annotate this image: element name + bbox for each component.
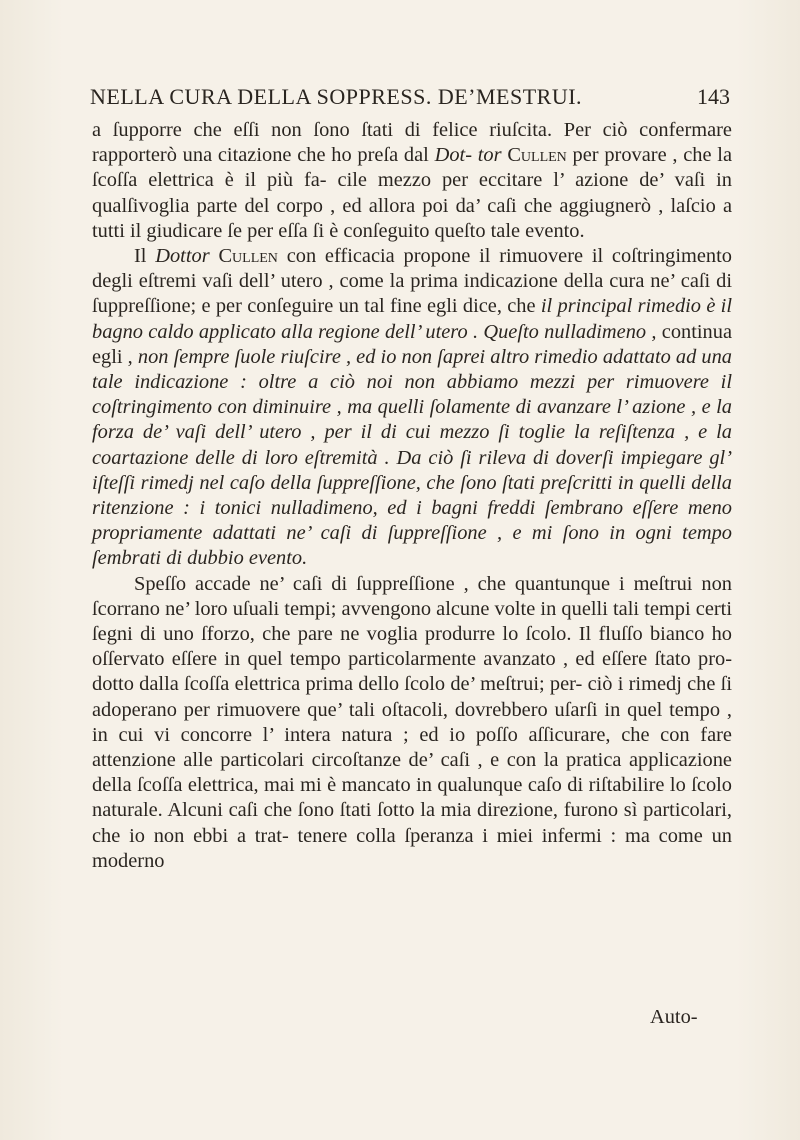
paragraph-1-dottor: Dot- tor (434, 144, 502, 167)
paragraph-2-quote-2: non ſempre ſuole riuſcire , ed io non ſaprei altro rimedio adattato ad una tale indicazione : oltre a ciò noi non abbiamo mezzi per rimuovere il coſtringimento con diminuire , ma quelli ſolamente di avanzare l’ azione , e la forza de’ vaſi dell’ utero , per il di cui mezzo ſi toglie la reſiſtenza , e la coartazione delle di loro eſtremità . Da ciò ſi rileva di doverſi impiegare gl’ iſteſſi rimedj nel caſo della ſuppreſſione, che ſono ſtati preſcritti in quelli della ritenzione : i tonici nulladimeno, ed i bagni freddi ſembrano eſſere meno propriamente adattati ne’ caſi di ſuppreſſione , e mi ſono in ogni tempo ſembrati di dubbio evento. (92, 345, 732, 570)
paragraph-1-text-d: per provare , che la ſcoſſa elettrica è il più fa- cile mezzo per eccitare l’ azione de’ vaſi in qualſivoglia parte del corpo , ed allora poi da’ caſi che aggiugnerò , laſcio a tutti il giudicare ſe per eſſa ſi è conſeguito queſto tale evento. (92, 144, 732, 242)
paragraph-1-cullen: Cullen (507, 144, 567, 167)
paragraph-2-dottor: Dottor (155, 245, 210, 268)
page-number: 143 (697, 84, 730, 109)
paragraph-3: Speſſo accade ne’ caſi di ſuppreſſione , che quantunque i meſtrui non ſcorrano ne’ loro uſuali tempi; avvengono alcune volte in quelli tali tempi certi ſegni di uno ſforzo, che pare ne voglia produrre lo ſcolo. Il fluſſo bianco ho oſſervato eſſere in quel tempo particolarmente avanzato , ed eſſere ſtato pro- dotto dalla ſcoſſa elettrica prima dello ſcolo de’ meſtrui; per- ciò i rimedj che ſi adoperano per rimuovere que’ tali oſtacoli, dovrebbero uſarſi in quel tempo , in cui vi concorre l’ intera natura ; ed io poſſo aſſicurare, che con fare attenzione alle particolari circoſtanze de’ caſi , e con la pratica applicazione della ſcoſſa elettrica, mai mi è mancato in qualunque caſo di riſtabilire lo ſcolo naturale. Alcuni caſi che ſono ſtati ſotto la mia direzione, furono sì particolari, che io non ebbi a trat- tenere colla ſperanza i miei infermi : ma come un moderno (92, 572, 732, 872)
paragraph-2-text-a: Il (134, 245, 156, 268)
paragraph-2-cullen: Cullen (218, 245, 278, 268)
catchword: Auto- (650, 1006, 698, 1028)
running-head (90, 84, 730, 114)
body-text (92, 118, 732, 874)
paragraph-2-quote-1: il principal rimedio è il bagno caldo applicato alla regione dell’ utero . Queſto nulladimeno , (92, 295, 733, 343)
paragraph-1-text-a: a ſupporre che eſſi non ſono ſtati di felice riuſcita. Per ciò confermare rapporterò una citazione che ho preſa dal (92, 119, 732, 167)
paragraph-2 (92, 244, 732, 572)
paragraph-1 (92, 118, 732, 244)
paragraph-2-text-f: continua egli , (92, 320, 733, 368)
running-title: NELLA CURA DELLA SOPPRESS. DE’MESTRUI. (90, 84, 583, 109)
paragraph-2-text-d: con efficacia propone il rimuovere il coſtringimento degli eſtremi vaſi dell’ utero , come la prima indicazione della cura ne’ caſi di ſuppreſſione; e per conſeguire un tal fine egli dice, che (92, 245, 732, 318)
